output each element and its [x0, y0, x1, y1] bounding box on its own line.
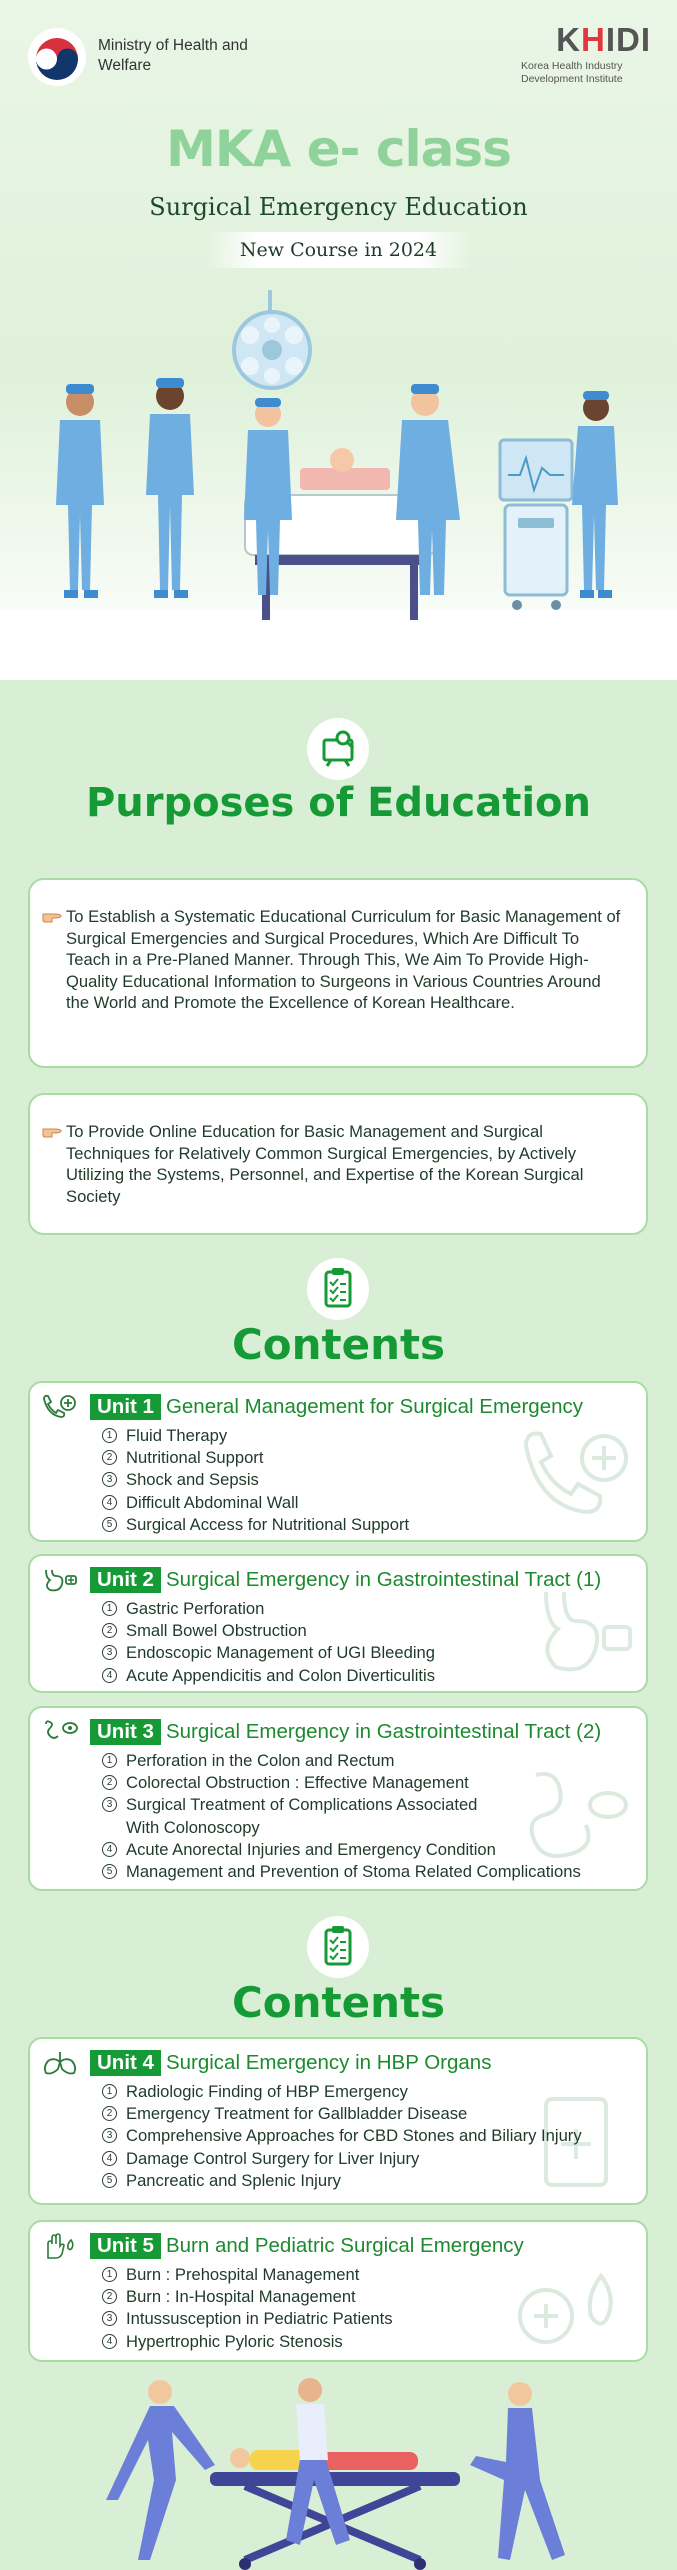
purpose-item — [28, 1093, 648, 1235]
topic-text: Colorectal Obstruction : Effective Management — [126, 1773, 469, 1793]
taegeuk-logo-icon — [26, 26, 88, 88]
topic-text: Endoscopic Management of UGI Bleeding — [126, 1643, 436, 1663]
topic-text: Fluid Therapy — [126, 1426, 228, 1445]
unit-heading — [90, 1394, 583, 1420]
unit-card-3 — [28, 1706, 648, 1891]
number-circle-1: 1 — [102, 2267, 117, 2282]
unit-topic-list — [102, 1750, 581, 1883]
number-circle-4: 4 — [102, 1668, 117, 1683]
topic-text: Small Bowel Obstruction — [126, 1621, 307, 1641]
purpose-text-1: To Establish a Systematic Educational Curriculum for Basic Management of Surgical Emergencies and Surgical Procedures, Which Are Difficult To Teach in a Pre-Planed Manner. Through This, We Aim To Provide High-Quality Educational Information to Surgeons in Various Countries Around the World and Promote the Excellence of Korean Healthcare. — [66, 907, 621, 1012]
topic-text: Perforation in the Colon and Rectum — [126, 1751, 395, 1770]
phone-emergency-icon — [40, 1393, 80, 1421]
topic-text: Intussusception in Pediatric Patients — [126, 2309, 393, 2329]
topic-text: Comprehensive Approaches for CBD Stones and Biliary Injury — [126, 2126, 582, 2146]
number-circle-4: 4 — [102, 2151, 117, 2166]
number-circle-5: 5 — [102, 1517, 117, 1532]
unit-badge: Unit 2 — [90, 1567, 161, 1593]
number-circle-4: 4 — [102, 1495, 117, 1510]
list-item — [102, 1861, 581, 1883]
liver-lungs-icon — [40, 2049, 80, 2077]
purposes-title: Purposes of Education — [85, 780, 592, 826]
main-title: MKA e- class — [166, 120, 511, 178]
education-board-icon — [307, 718, 369, 780]
topic-text: Damage Control Surgery for Liver Injury — [126, 2148, 420, 2168]
unit-card-5 — [28, 2220, 648, 2362]
topic-text: Surgical Treatment of Complications Associated With Colonoscopy — [126, 1795, 478, 1837]
medical-monitor-icon — [500, 440, 572, 610]
number-circle-5: 5 — [102, 1864, 117, 1879]
intestine-icon — [40, 1718, 80, 1746]
number-circle-2: 2 — [102, 1450, 117, 1465]
topic-text: Acute Anorectal Injuries and Emergency Condition — [126, 1839, 496, 1859]
topic-text: Burn : Prehospital Management — [126, 2265, 360, 2284]
list-item — [102, 1839, 496, 1861]
background-pediatric-icon — [516, 2256, 636, 2356]
unit-title: Surgical Emergency in Gastrointestinal Tract (2) — [165, 1720, 602, 1743]
number-circle-3: 3 — [102, 2311, 117, 2326]
topic-text: Gastric Perforation — [126, 1599, 265, 1618]
unit-heading — [90, 1567, 601, 1593]
purpose-item — [28, 878, 648, 1068]
stomach-icon — [40, 1566, 80, 1594]
number-circle-4: 4 — [102, 2334, 117, 2349]
topic-text: Nutritional Support — [126, 1448, 264, 1468]
stretcher-team-illustration — [0, 2370, 677, 2570]
topic-text: Surgical Access for Nutritional Support — [126, 1514, 410, 1534]
khidi-logo-h: H — [580, 21, 606, 58]
topic-text: Shock and Sepsis — [126, 1470, 259, 1490]
sub-title: Surgical Emergency Education — [149, 193, 528, 221]
pointing-hand-icon — [42, 909, 62, 923]
topic-text: Emergency Treatment for Gallbladder Disease — [126, 2104, 468, 2124]
background-clipboard-icon — [526, 2089, 636, 2199]
number-circle-3: 3 — [102, 2128, 117, 2143]
number-circle-1: 1 — [102, 1601, 117, 1616]
unit-badge: Unit 5 — [90, 2233, 161, 2259]
unit-card-4 — [28, 2037, 648, 2205]
topic-text: Hypertrophic Pyloric Stenosis — [126, 2331, 343, 2351]
clipboard-checklist-icon — [307, 1258, 369, 1320]
pointing-hand-icon — [42, 1124, 62, 1138]
unit-title: Surgical Emergency in HBP Organs — [165, 2051, 492, 2074]
number-circle-3: 3 — [102, 1797, 117, 1812]
background-stomach-icon — [526, 1587, 636, 1687]
list-item — [102, 1794, 496, 1838]
burn-hand-icon — [40, 2232, 80, 2260]
unit-badge: Unit 4 — [90, 2050, 161, 2076]
unit-heading — [90, 1719, 601, 1745]
topic-text: Radiologic Finding of HBP Emergency — [126, 2082, 408, 2101]
ministry-name: Ministry of Health and Welfare — [98, 37, 248, 74]
khidi-subtitle: Korea Health Industry Development Institute — [521, 60, 623, 85]
khidi-logo-idi: IDI — [605, 21, 651, 58]
purpose-text-2: To Provide Online Education for Basic Management and Surgical Techniques for Relatively Common Surgical Emergencies, by Actively Utilizing the Systems, Personnel, and Expertise of the Korean Surgical Society — [66, 1122, 584, 1206]
unit-heading — [90, 2050, 491, 2076]
unit-title: General Management for Surgical Emergency — [165, 1395, 583, 1418]
topic-text: Pancreatic and Splenic Injury — [126, 2170, 341, 2190]
surgery-team-illustration — [0, 290, 677, 680]
unit-heading — [90, 2233, 524, 2259]
unit-title: Burn and Pediatric Surgical Emergency — [165, 2234, 524, 2257]
surgical-light-icon — [234, 290, 310, 388]
number-circle-3: 3 — [102, 1645, 117, 1660]
hero-section — [0, 0, 677, 680]
topic-text: Acute Appendicitis and Colon Diverticulitis — [126, 1665, 435, 1685]
list-item — [102, 1750, 496, 1772]
unit-badge: Unit 1 — [90, 1394, 161, 1420]
contents-title-2: Contents — [231, 1978, 446, 2027]
topic-text: Difficult Abdominal Wall — [126, 1492, 299, 1512]
number-circle-2: 2 — [102, 1623, 117, 1638]
unit-card-1 — [28, 1381, 648, 1542]
khidi-logo-k: K — [556, 21, 581, 58]
topic-text: Burn : In-Hospital Management — [126, 2287, 356, 2307]
unit-badge: Unit 3 — [90, 1719, 161, 1745]
clipboard-checklist-icon — [307, 1916, 369, 1978]
number-circle-3: 3 — [102, 1472, 117, 1487]
khidi-logo — [521, 21, 651, 58]
number-circle-4: 4 — [102, 1842, 117, 1857]
unit-card-2 — [28, 1554, 648, 1693]
number-circle-1: 1 — [102, 2084, 117, 2099]
list-item — [102, 1772, 496, 1794]
contents-title-1: Contents — [231, 1320, 446, 1369]
number-circle-2: 2 — [102, 2106, 117, 2121]
background-phone-icon — [516, 1426, 636, 1536]
background-intestine-icon — [516, 1765, 636, 1885]
course-tag: New Course in 2024 — [205, 232, 472, 268]
unit-title: Surgical Emergency in Gastrointestinal Tract (1) — [165, 1568, 602, 1591]
number-circle-1: 1 — [102, 1753, 117, 1768]
number-circle-5: 5 — [102, 2173, 117, 2188]
topic-text: Management and Prevention of Stoma Related Complications — [126, 1862, 581, 1882]
number-circle-2: 2 — [102, 1775, 117, 1790]
number-circle-2: 2 — [102, 2289, 117, 2304]
number-circle-1: 1 — [102, 1428, 117, 1443]
